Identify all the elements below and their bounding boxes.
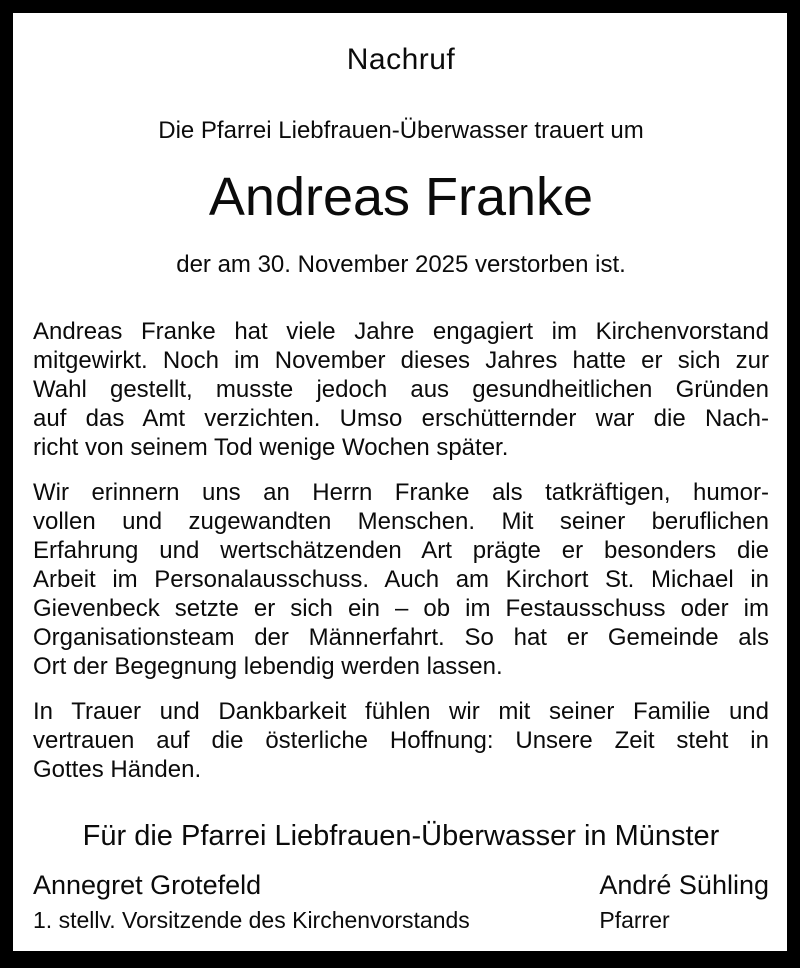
signatory-role: 1. stellv. Vorsitzende des Kirchenvorstands xyxy=(33,907,470,933)
text-line: richt von seinem Tod wenige Wochen später. xyxy=(33,434,509,461)
signatory-name: André Sühling xyxy=(599,870,769,900)
text-line: mitgewirkt. Noch im November dieses Jahres hatte er sich zur xyxy=(33,347,769,374)
text-line: Andreas Franke hat viele Jahre engagiert im Kirchenvorstand xyxy=(33,318,769,345)
closing-on-behalf-line: Für die Pfarrei Liebfrauen-Überwasser in Münster xyxy=(82,820,720,852)
body-paragraph xyxy=(33,317,769,462)
signatory-role: Pfarrer xyxy=(599,907,670,933)
text-line: vertrauen auf die österliche Hoffnung: Unsere Zeit steht in xyxy=(33,727,769,754)
text-line: vollen und zugewandten Menschen. Mit seiner beruflichen xyxy=(33,508,769,535)
text-line: In Trauer und Dankbarkeit fühlen wir mit seiner Familie und xyxy=(33,698,769,725)
obituary-notice xyxy=(13,13,787,951)
text-line: Erfahrung und wertschätzenden Art prägte er besonders die xyxy=(33,537,769,564)
signatory-name: Annegret Grotefeld xyxy=(33,870,262,900)
text-line: Gottes Händen. xyxy=(33,756,202,783)
text-line: Organisationsteam der Männerfahrt. So hat er Gemeinde als xyxy=(33,624,769,651)
text-line: Wir erinnern uns an Herrn Franke als tatkräftigen, humor- xyxy=(33,479,769,506)
signature-left xyxy=(33,870,470,933)
signatures-row xyxy=(33,870,769,933)
text-line: auf das Amt verzichten. Umso erschütternder war die Nach- xyxy=(33,405,769,432)
notice-type-heading: Nachruf xyxy=(346,43,456,76)
text-line: Wahl gestellt, musste jedoch aus gesundheitlichen Gründen xyxy=(33,376,769,403)
deceased-name: Andreas Franke xyxy=(208,167,594,227)
death-date-line: der am 30. November 2025 verstorben ist. xyxy=(176,251,626,278)
body-paragraph xyxy=(33,697,769,784)
text-line: Ort der Begegnung lebendig werden lassen. xyxy=(33,653,503,680)
text-line: Arbeit im Personalausschuss. Auch am Kirchort St. Michael in xyxy=(33,566,769,593)
signature-right xyxy=(599,870,769,933)
body-paragraph xyxy=(33,478,769,681)
obituary-body-text xyxy=(33,317,769,784)
text-line: Gievenbeck setzte er sich ein – ob im Festausschuss oder im xyxy=(33,595,769,622)
intro-line: Die Pfarrei Liebfrauen-Überwasser trauert um xyxy=(158,117,644,144)
